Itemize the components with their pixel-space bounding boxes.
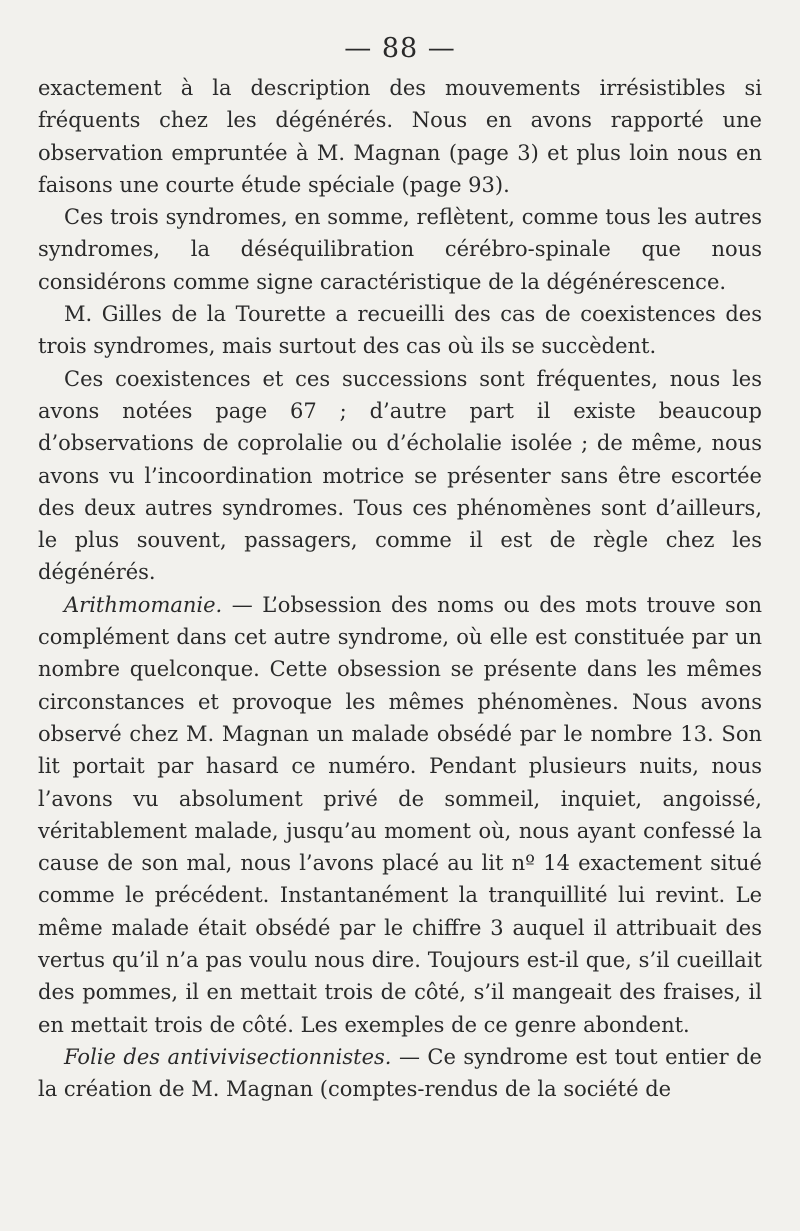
paragraph-4 xyxy=(38,363,762,589)
paragraph-4-text: Ces coexistences et ces successions sont fréquentes, nous les avons notées page 67 ; d’autre part il existe beaucoup d’observations de coprolalie ou d’écholalie isolée ; de même, nous avons vu l’incoordination motrice se présenter sans être escortée des deux autres syndromes. Tous ces phénomènes sont d’ailleurs, le plus souvent, passagers, comme il est de règle chez les dégénérés. xyxy=(38,366,762,585)
paragraph-folie-antivivisectionnistes xyxy=(38,1041,762,1106)
paragraph-arithmomanie xyxy=(38,589,762,1041)
paragraph-1-text: exactement à la description des mouvements irrésistibles si fréquents chez les dégénérés. Nous en avons rapporté une observation empruntée à M. Magnan (page 3) et plus loin nous en faisons une courte étude spéciale (page 93). xyxy=(38,76,762,197)
paragraph-arithmomanie-text: — L’obsession des noms ou des mots trouve son complément dans cet autre syndrome, où elle est constituée par un nombre quelconque. Cette obsession se présente dans les mêmes circonstances et provoque les mêmes phénomènes. Nous avons observé chez M. Magnan un malade obsédé par le nombre 13. Son lit portait par hasard ce numéro. Pendant plusieurs nuits, nous l’avons vu absolument privé de sommeil, inquiet, angoissé, véritablement malade, jusqu’au moment où, nous ayant confessé la cause de son mal, nous l’avons placé au lit nº 14 exactement situé comme le précédent. Instantanément la tranquillité lui revint. Le même malade était obsédé par le chiffre 3 auquel il attribuait des vertus qu’il n’a pas voulu nous dire. Toujours est-il que, s’il cueillait des pommes, il en mettait trois de côté, s’il mangeait des fraises, il en mettait trois de côté. Les exemples de ce genre abondent. xyxy=(38,592,762,1037)
paragraph-2 xyxy=(38,201,762,298)
paragraph-1 xyxy=(38,72,762,201)
body-text xyxy=(38,72,762,1106)
section-heading-folie-antivivisectionnistes: Folie des antivivisectionnistes. xyxy=(64,1044,392,1069)
paragraph-folie-antivivisectionnistes-text: — Ce syndrome est tout entier de la création de M. Magnan (comptes-rendus de la société de xyxy=(38,1044,762,1102)
page-number: — 88 — xyxy=(344,33,456,64)
paragraph-2-text: Ces trois syndromes, en somme, reflètent, comme tous les autres syndromes, la déséquilibration cérébro-spinale que nous considérons comme signe caractéristique de la dégénérescence. xyxy=(38,205,762,294)
paragraph-3-text: M. Gilles de la Tourette a recueilli des cas de coexistences des trois syndromes, mais surtout des cas où ils se succèdent. xyxy=(38,302,762,359)
section-heading-arithmomanie: Arithmomanie. xyxy=(64,592,223,617)
paragraph-3 xyxy=(38,298,762,363)
